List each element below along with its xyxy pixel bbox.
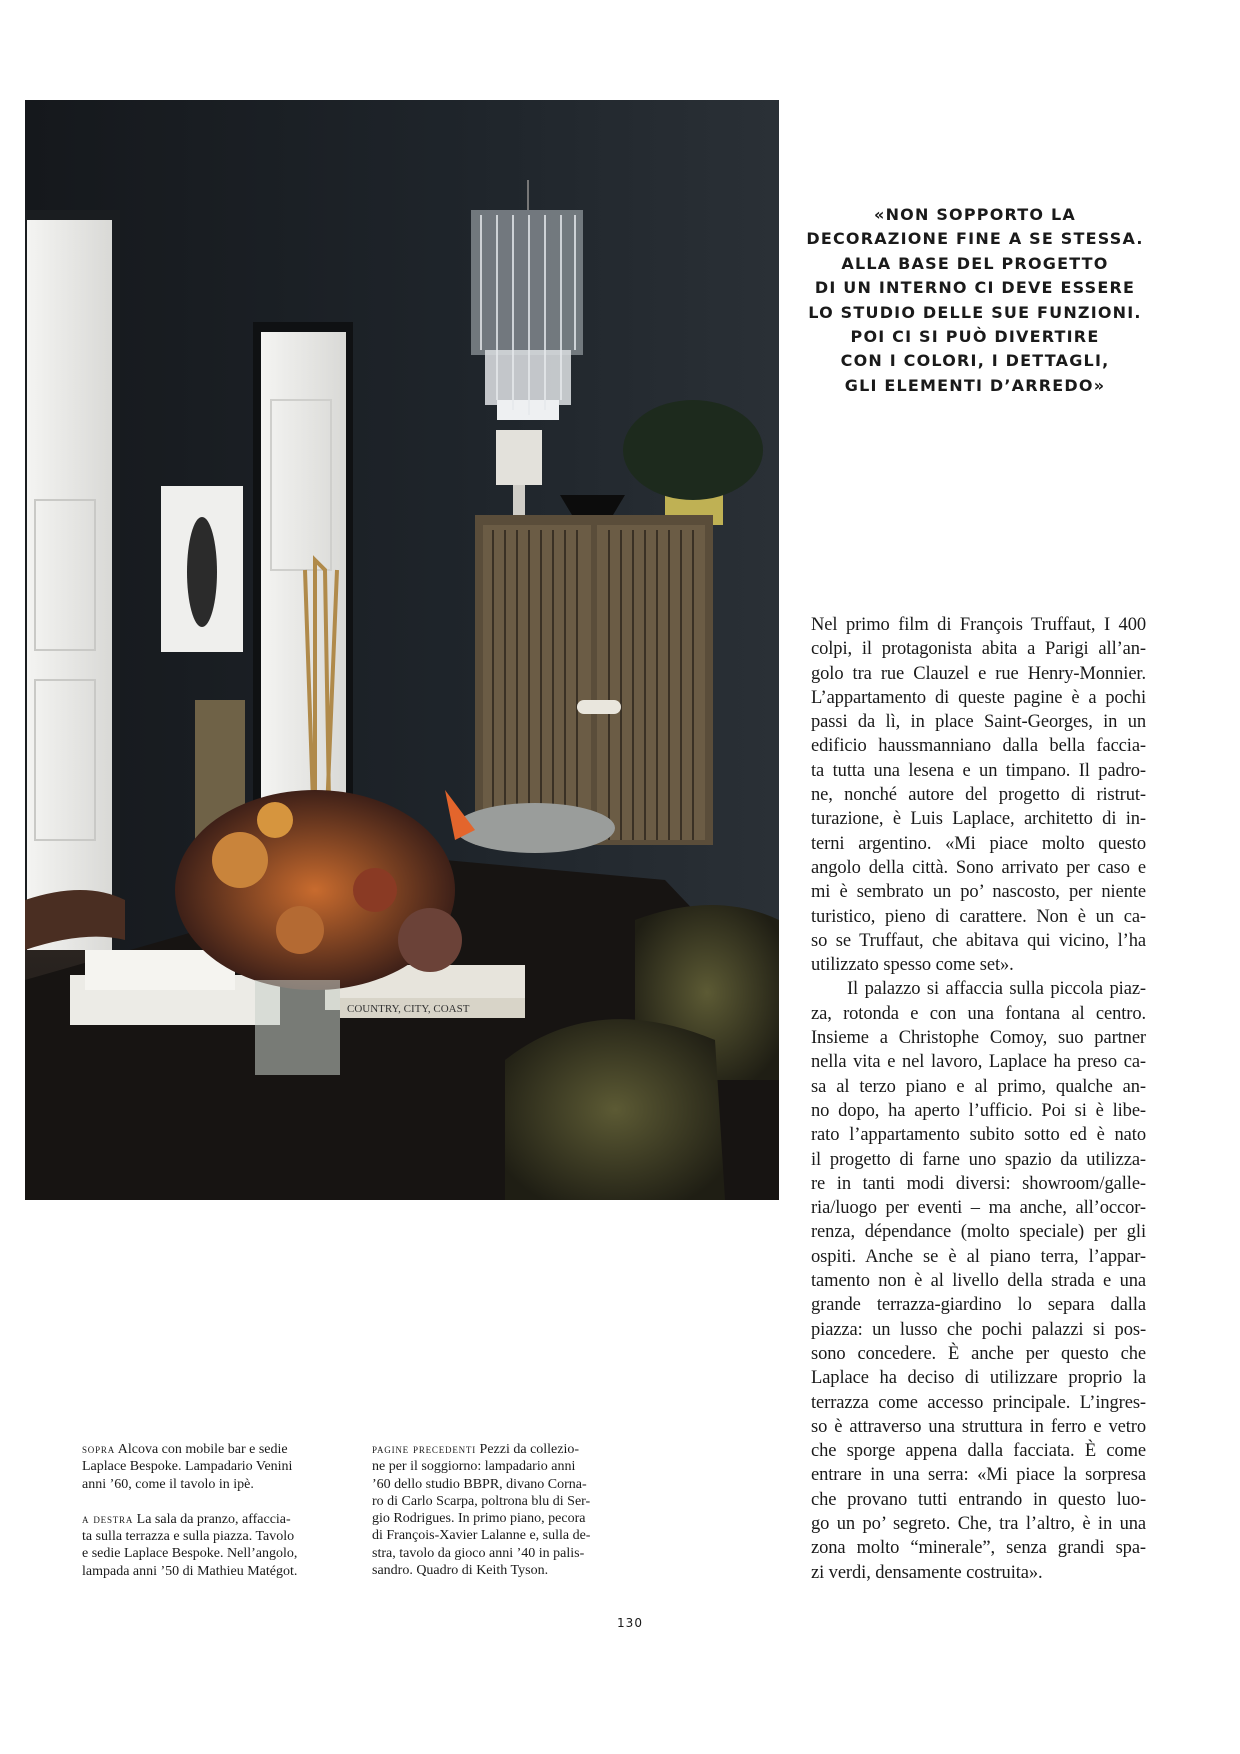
caption-line: Alcova con mobile bar e sedie	[115, 1442, 288, 1457]
potted-plant	[623, 400, 763, 500]
article-line: utilizzato spesso come set».	[811, 955, 1014, 976]
velvet-armchair-front	[505, 1019, 725, 1200]
pull-quote-line: GLI ELEMENTI D’ARREDO»	[844, 375, 1106, 395]
article-line: terrazza come accesso principale. L’ingres-	[811, 1392, 1146, 1413]
dining-room-illustration	[25, 100, 779, 1200]
article-line: piazza: un lusso che pochi palazzi si pos-	[811, 1319, 1146, 1340]
article-line: renza, dépendance (molto speciale) per gli	[811, 1222, 1146, 1243]
table-lamp	[496, 430, 542, 485]
book-spine-text: COUNTRY, CITY, COAST	[347, 1003, 470, 1015]
article-line: passi da lì, in place Saint-Georges, in un	[811, 712, 1146, 733]
interior-photo	[25, 100, 779, 1200]
article-line: re in tanti modi diversi: showroom/galle-	[811, 1173, 1146, 1194]
article-line: Il palazzo si affaccia sulla piccola piaz-	[847, 979, 1146, 1000]
article-line: golo tra rue Clauzel e rue Henry-Monnier.	[811, 663, 1146, 684]
article-line: sa al terzo piano e al primo, qualche an-	[811, 1076, 1146, 1097]
article-line: sono concedere. È anche per questo che	[811, 1343, 1146, 1364]
caption-line: lampada anni ’50 di Mathieu Matégot.	[82, 1563, 298, 1579]
article-line: so se Truffaut, che abitava qui vicino, l’ha	[811, 930, 1146, 951]
article-line: terni argentino. «Mi piace molto questo	[811, 833, 1146, 854]
caption-line: ta sulla terrazza e sulla piazza. Tavolo	[82, 1529, 295, 1545]
caption-line: gio Rodrigues. In primo piano, pecora	[372, 1511, 586, 1527]
article-line: ne, nonché autore del progetto di ristrut-	[811, 785, 1146, 806]
caption-line: e sedie Laplace Bespoke. Nell’angolo,	[82, 1546, 298, 1562]
article-line: za, rotonda e con una fontana al centro.	[811, 1003, 1146, 1024]
article-line: turazione, è Luis Laplace, architetto di in-	[811, 809, 1146, 830]
article-line: edificio haussmanniano dalla bella faccia-	[811, 736, 1146, 757]
pull-quote-line: «NON SOPPORTO LA	[874, 205, 1076, 224]
article-line: Insieme a Christophe Comoy, suo partner	[811, 1028, 1146, 1049]
article-line: turistico, pieno di carattere. Non è un ca-	[811, 906, 1146, 927]
article-line: ta tutta una lesena e un timpano. Il padro-	[811, 760, 1146, 781]
article-line: Laplace ha deciso di utilizzare proprio la	[811, 1368, 1146, 1389]
caption-line: Laplace Bespoke. Lampadario Venini	[82, 1459, 293, 1475]
article-line: zi verdi, densamente costruita».	[811, 1562, 1043, 1583]
caption-line: Pezzi da collezio-	[476, 1442, 580, 1457]
pull-quote-line: CON I COLORI, I DETTAGLI,	[840, 351, 1110, 371]
article-line: L’appartamento di queste pagine è a pochi	[811, 687, 1146, 708]
page-number: 130	[617, 1616, 643, 1630]
article-line: colpi, il protagonista abita a Parigi all’an-	[811, 639, 1146, 660]
caption-line: ro di Carlo Scarpa, poltrona blu di Ser-	[372, 1493, 591, 1509]
caption-line: ne per il soggiorno: lampadario anni	[372, 1459, 576, 1475]
caption-line: sandro. Quadro di Keith Tyson.	[372, 1563, 549, 1579]
pull-quote-line: POI CI SI PUÒ DIVERTIRE	[850, 327, 1100, 347]
caption-lead-sopra: sopra	[82, 1441, 116, 1456]
article-line: rato l’appartamento subito sotto ed è nato	[811, 1125, 1146, 1146]
caption-lead-precedenti: pagine precedenti	[372, 1441, 477, 1456]
article-line: so è attraverso una struttura in ferro e vetro	[811, 1416, 1146, 1437]
pull-quote-line: DI UN INTERNO CI DEVE ESSERE	[814, 278, 1136, 298]
article-line: zona molto “minerale”, senza grandi spa-	[811, 1538, 1146, 1559]
article-line: che provano tutti entrando in questo luo-	[811, 1489, 1146, 1510]
caption-line: ’60 dello studio BBPR, divano Corna-	[372, 1476, 587, 1492]
article-line: no dopo, ha aperto l’ufficio. Poi si è libe-	[811, 1100, 1146, 1121]
article-line: che sporge appena dalla facciata. È come	[811, 1441, 1146, 1462]
photo-caption-left	[82, 1440, 347, 1580]
article-line: Nel primo film di François Truffaut, I 400	[811, 615, 1146, 635]
article-body	[811, 613, 1146, 1585]
ribbed-cabinet	[475, 515, 713, 845]
glass-vase	[255, 980, 340, 1075]
pull-quote-line: ALLA BASE DEL PROGETTO	[841, 253, 1109, 273]
chandelier	[471, 180, 583, 420]
photo-caption-right	[372, 1440, 634, 1579]
caption-line: La sala da pranzo, affaccia-	[133, 1511, 291, 1527]
article-line: grande terrazza-giardino lo separa dalla	[811, 1295, 1146, 1316]
article-line: nella vita e nel lavoro, Laplace ha preso ca-	[811, 1052, 1146, 1073]
silver-bowl	[455, 803, 615, 853]
pull-quote	[802, 203, 1148, 398]
pull-quote-line: LO STUDIO DELLE SUE FUNZIONI.	[808, 302, 1142, 322]
article-line: go un po’ segreto. Che, tra l’altro, è in una	[811, 1513, 1146, 1534]
article-line: tamento non è al livello della strada e una	[811, 1271, 1146, 1292]
article-line: il progetto di farne uno spazio da utilizza-	[811, 1149, 1146, 1170]
article-line: angolo della città. Sono arrivato per caso e	[811, 857, 1146, 878]
left-door	[27, 220, 112, 970]
caption-lead-destra: a destra	[82, 1510, 134, 1526]
article-line: entrare in una serra: «Mi piace la sorpresa	[811, 1465, 1146, 1486]
caption-line: di François-Xavier Lalanne e, sulla de-	[372, 1528, 591, 1544]
pull-quote-line: DECORAZIONE FINE A SE STESSA.	[806, 229, 1144, 249]
article-line: ospiti. Anche se è al piano terra, l’appar-	[811, 1246, 1146, 1267]
article-line: mi è sembrato un po’ nascosto, per niente	[811, 882, 1146, 903]
caption-line: stra, tavolo da gioco anni ’40 in palis-	[372, 1545, 585, 1561]
caption-line: anni ’60, come il tavolo in ipè.	[82, 1476, 254, 1492]
article-line: ria/luogo per eventi – ma anche, all’occor-	[811, 1198, 1146, 1219]
